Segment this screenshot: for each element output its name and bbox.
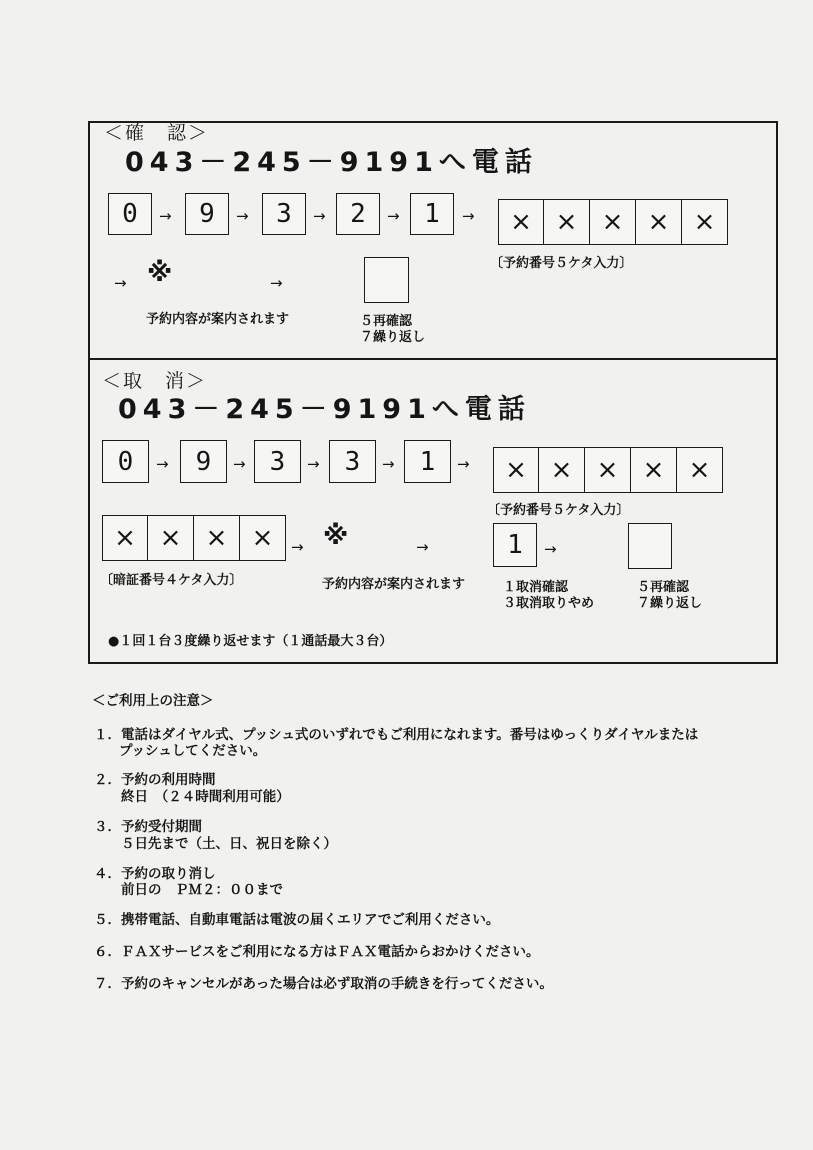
cancel-reservation-note: 〔予約番号５ケタ入力〕 xyxy=(487,503,630,518)
cancel-key-0: 0 xyxy=(102,440,149,483)
cancel-phone-number: 043－245－9191へ電話 xyxy=(118,394,531,425)
arrow-icon: → xyxy=(387,207,400,225)
x-mark-icon: × xyxy=(682,199,728,245)
note-item-4: ４．予約の取り消し xyxy=(94,866,216,882)
note-item-2: ２．予約の利用時間 xyxy=(94,772,216,788)
arrow-icon: → xyxy=(270,274,283,292)
arrow-icon: → xyxy=(462,207,475,225)
cancel-reservation-number-boxes xyxy=(493,447,723,493)
arrow-icon: → xyxy=(156,455,169,473)
cancel-pin-note: 〔暗証番号４ケタ入力〕 xyxy=(100,573,243,588)
confirm-reservation-number-boxes xyxy=(498,199,728,245)
cancel-final-key: 1 xyxy=(493,523,537,567)
cancel-option-recheck: ５再確認 xyxy=(637,580,690,595)
cancel-key-4: 1 xyxy=(404,440,451,483)
arrow-icon: → xyxy=(307,455,320,473)
x-mark-icon: × xyxy=(498,199,544,245)
x-mark-icon: × xyxy=(636,199,682,245)
note-item-4-cont: 前日の ＰＭ２：００まで xyxy=(121,882,283,898)
x-mark-icon: × xyxy=(539,447,585,493)
arrow-icon: → xyxy=(233,455,246,473)
note-item-2-cont: 終日 （２４時間利用可能） xyxy=(121,789,290,805)
confirm-key-2: 3 xyxy=(262,193,306,235)
arrow-icon: → xyxy=(236,207,249,225)
arrow-icon: → xyxy=(159,207,172,225)
arrow-icon: → xyxy=(291,538,304,556)
cancel-option-repeat: ７繰り返し xyxy=(637,596,703,611)
x-mark-icon: × xyxy=(544,199,590,245)
confirm-key-3: 2 xyxy=(336,193,380,235)
cancel-input-box xyxy=(628,523,672,569)
arrow-icon: → xyxy=(114,274,127,292)
cancel-pin-boxes xyxy=(102,515,286,561)
x-mark-icon: × xyxy=(590,199,636,245)
note-item-7: ７．予約のキャンセルがあった場合は必ず取消の手続きを行ってください。 xyxy=(94,976,553,992)
cancel-key-1: 9 xyxy=(180,440,227,483)
kome-mark-icon: ※ xyxy=(147,258,173,288)
cancel-guidance-text: 予約内容が案内されます xyxy=(322,577,466,592)
note-item-3-cont: ５日先まで（土、日、祝日を除く） xyxy=(121,836,337,852)
confirm-option-recheck: ５再確認 xyxy=(360,314,413,329)
x-mark-icon: × xyxy=(631,447,677,493)
cancel-option-confirm: １取消確認 xyxy=(503,580,569,595)
confirm-title: ＜確 認＞ xyxy=(104,122,210,144)
confirm-reservation-note: 〔予約番号５ケタ入力〕 xyxy=(490,256,633,271)
kome-mark-icon: ※ xyxy=(323,521,349,551)
cancel-key-2: 3 xyxy=(254,440,301,483)
x-mark-icon: × xyxy=(148,515,194,561)
x-mark-icon: × xyxy=(585,447,631,493)
cancel-title: ＜取 消＞ xyxy=(102,370,208,392)
note-item-1-cont: プッシュしてください。 xyxy=(119,743,267,759)
section-divider xyxy=(88,358,778,360)
confirm-option-repeat: ７繰り返し xyxy=(360,330,426,345)
cancel-key-3: 3 xyxy=(329,440,376,483)
confirm-phone-number: 043－245－9191へ電話 xyxy=(125,147,538,178)
x-mark-icon: × xyxy=(240,515,286,561)
cancel-option-withdraw: ３取消取りやめ xyxy=(503,596,595,611)
note-item-5: ５．携帯電話、自動車電話は電波の届くエリアでご利用ください。 xyxy=(94,912,500,928)
note-item-3: ３．予約受付期間 xyxy=(94,819,202,835)
confirm-key-0: 0 xyxy=(108,193,152,235)
confirm-input-box xyxy=(364,257,409,303)
arrow-icon: → xyxy=(416,538,429,556)
x-mark-icon: × xyxy=(677,447,723,493)
arrow-icon: → xyxy=(544,540,557,558)
arrow-icon: → xyxy=(313,207,326,225)
note-item-6: ６．ＦＡＸサービスをご利用になる方はＦＡＸ電話からおかけください。 xyxy=(94,944,540,960)
x-mark-icon: × xyxy=(493,447,539,493)
arrow-icon: → xyxy=(382,455,395,473)
x-mark-icon: × xyxy=(194,515,240,561)
arrow-icon: → xyxy=(457,455,470,473)
confirm-key-1: 9 xyxy=(185,193,229,235)
notes-heading: ＜ご利用上の注意＞ xyxy=(92,693,214,709)
repeat-limit-footnote: ●１回１台３度繰り返せます（１通話最大３台） xyxy=(108,634,393,649)
confirm-guidance-text: 予約内容が案内されます xyxy=(146,312,290,327)
note-item-1: １．電話はダイヤル式、プッシュ式のいずれでもご利用になれます。番号はゆっくりダイヤルまたは xyxy=(94,727,699,743)
confirm-key-4: 1 xyxy=(410,193,454,235)
x-mark-icon: × xyxy=(102,515,148,561)
